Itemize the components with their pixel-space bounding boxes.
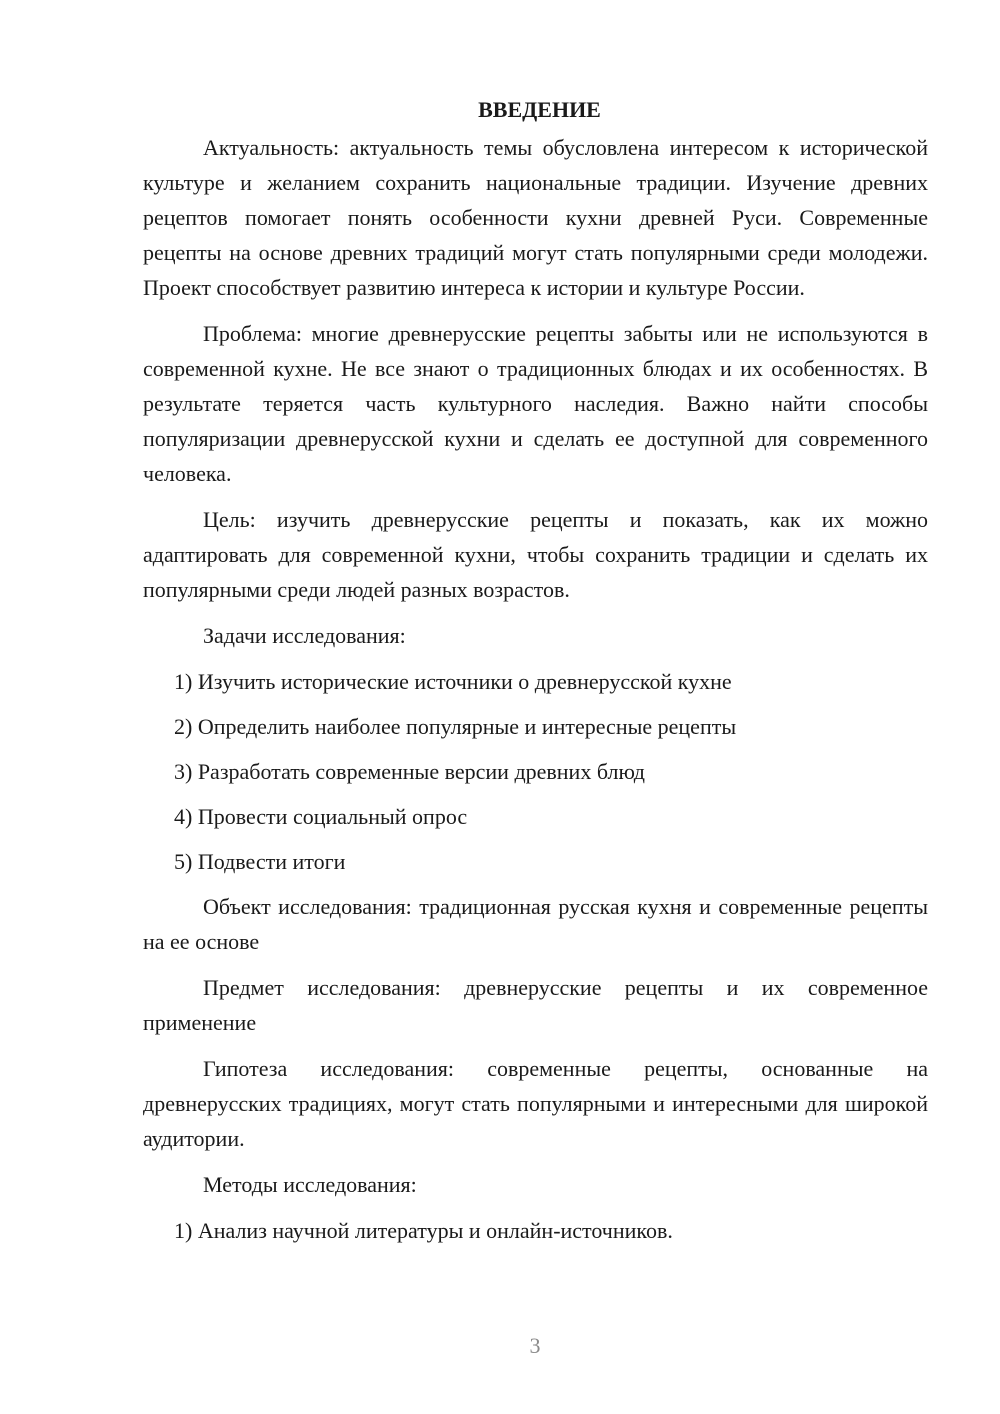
list-item: 1) Анализ научной литературы и онлайн-источников. xyxy=(174,1218,673,1243)
hypothesis-paragraph: Гипотеза исследования: современные рецепты, основанные на древнерусских традициях, могут стать популярными и интересными для широкой аудитории. xyxy=(143,1056,928,1151)
methods-label: Методы исследования: xyxy=(203,1172,417,1197)
tasks-label: Задачи исследования: xyxy=(203,623,406,648)
list-item: 4) Провести социальный опрос xyxy=(174,804,468,829)
page-number: 3 xyxy=(529,1333,541,1358)
list-item: 5) Подвести итоги xyxy=(174,849,346,874)
goal-paragraph: Цель: изучить древнерусские рецепты и показать, как их можно адаптировать для современной кухни, чтобы сохранить традиции и сделать их популярными среди людей разных возрастов. xyxy=(143,507,928,602)
methods-list xyxy=(143,1213,928,1248)
section-heading: ВВЕДЕНИЕ xyxy=(478,97,601,122)
list-item: 3) Разработать современные версии древних блюд xyxy=(174,759,645,784)
page-content xyxy=(143,92,928,1258)
problem-paragraph: Проблема: многие древнерусские рецепты забыты или не используются в современной кухне. Не все знают о традиционных блюдах и их особенностях. В результате теряется часть культурного наследия. Важно найти способы популяризации древнерусской кухни и сделать ее доступной для современного человека. xyxy=(143,321,928,486)
subject-paragraph: Предмет исследования: древнерусские рецепты и их современное применение xyxy=(143,975,928,1035)
list-item: 1) Изучить исторические источники о древнерусской кухне xyxy=(174,669,732,694)
object-paragraph: Объект исследования: традиционная русская кухня и современные рецепты на ее основе xyxy=(143,894,928,954)
list-item: 2) Определить наиболее популярные и интересные рецепты xyxy=(174,714,737,739)
tasks-list xyxy=(143,664,928,879)
relevance-paragraph: Актуальность: актуальность темы обусловлена интересом к исторической культуре и желанием сохранить национальные традиции. Изучение древних рецептов помогает понять особенности кухни древней Руси. Современные рецепты на основе древних традиций могут стать популярными среди молодежи. Проект способствует развитию интереса к истории и культуре России. xyxy=(143,135,928,300)
